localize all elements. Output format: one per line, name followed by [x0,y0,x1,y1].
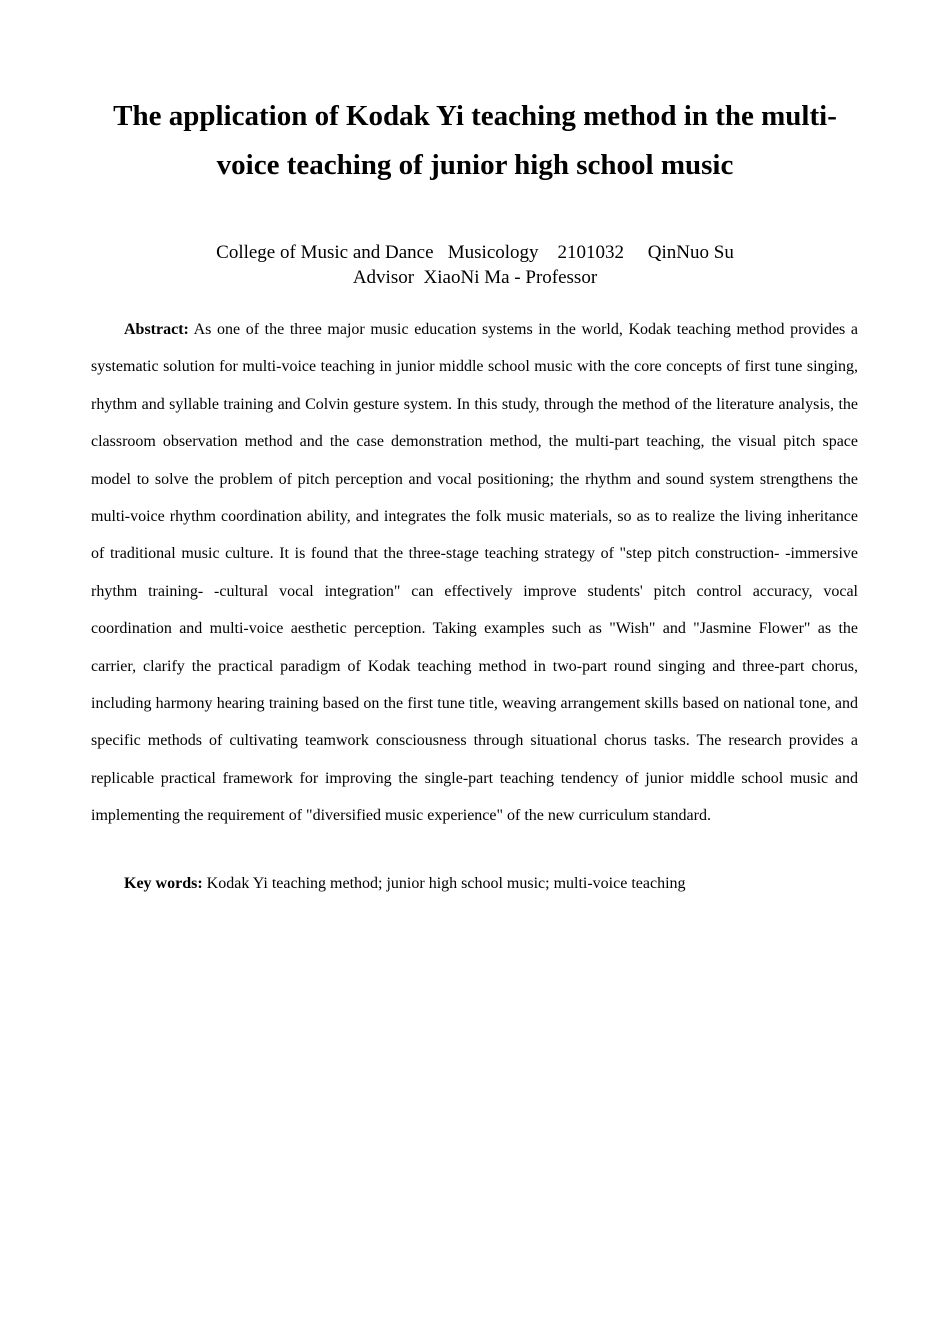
abstract-label: Abstract: [124,321,189,338]
abstract-paragraph [91,311,858,835]
advisor-line: Advisor XiaoNi Ma - Professor [352,267,598,288]
keywords-label: Key words: [124,875,203,892]
paper-title: The application of Kodak Yi teaching method in the multi-voice teaching of junior high school music [113,100,837,181]
keywords-paragraph [91,872,858,896]
author-affiliation-line: College of Music and Dance Musicology 2101032 QinNuo Su [216,242,734,263]
keywords-text: Kodak Yi teaching method; junior high school music; multi-voice teaching [206,875,686,892]
abstract-text: As one of the three major music education systems in the world, Kodak teaching method provides a systematic solution for multi-voice teaching in junior middle school music with the core concepts of first tune singing, rhythm and syllable training and Colvin gesture system. In this study, through the method of the literature analysis, the classroom observation method and the case demonstration method, the multi-part teaching, the visual pitch space model to solve the problem of pitch perception and vocal positioning; the rhythm and sound system strengthens the multi-voice rhythm coordination ability, and integrates the folk music materials, so as to realize the living inheritance of traditional music culture. It is found that the three-stage teaching strategy of "step pitch construction- -immersive rhythm training- -cultural vocal integration" can effectively improve students' pitch control accuracy, vocal coordination and multi-voice aesthetic perception. Taking examples such as "Wish" and "Jasmine Flower" as the carrier, clarify the practical paradigm of Kodak teaching method in two-part round singing and three-part chorus, including harmony hearing training based on the first tune title, weaving arrangement skills based on national tone, and specific methods of cultivating teamwork consciousness through situational chorus tasks. The research provides a replicable practical framework for improving the single-part teaching tendency of junior middle school music and implementing the requirement of "diversified music experience" of the new curriculum standard. [91,321,858,825]
